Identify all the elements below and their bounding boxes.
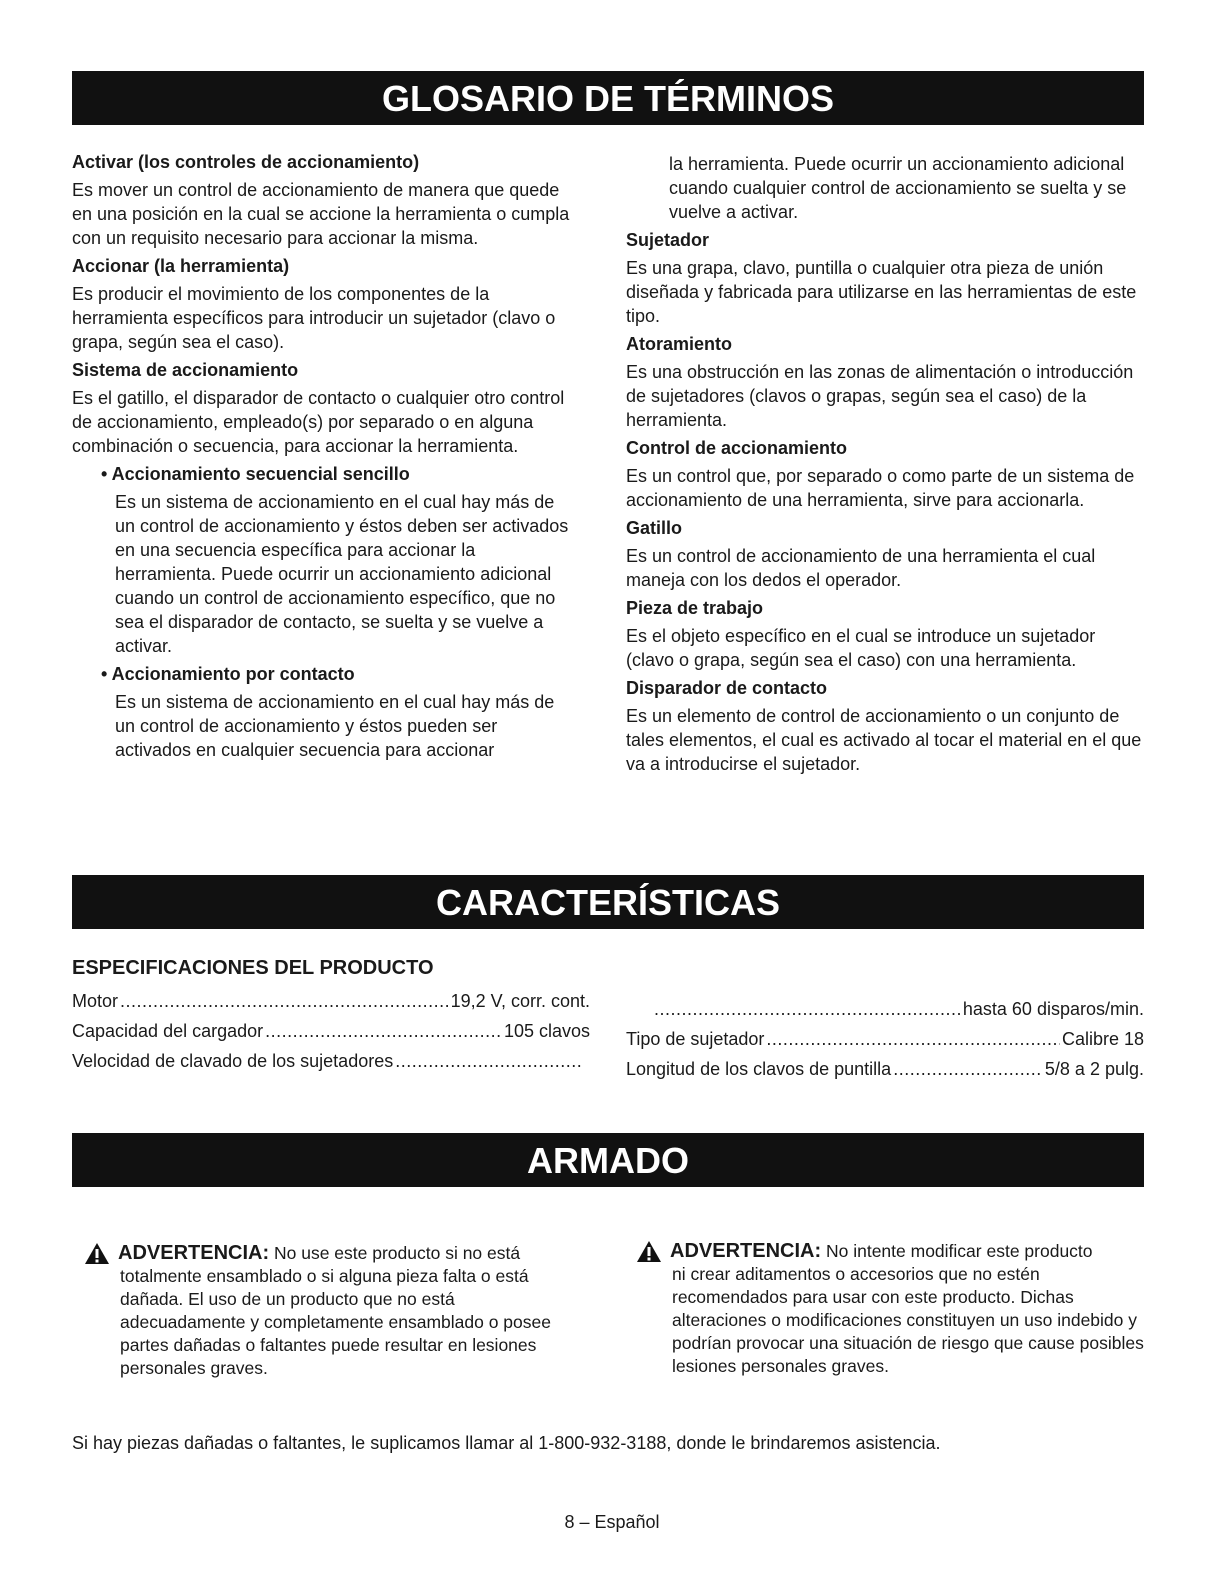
spec-row <box>626 994 1144 1024</box>
warning-body: ni crear aditamentos o accesorios que no estén recomendados para usar con este producto. Dichas alteraciones o modificaciones constituyen un uso indebido y podrían provocar una situación de riesgo que cause posibles lesiones personales graves. <box>672 1264 1144 1376</box>
term-title: Control de accionamiento <box>626 438 848 458</box>
spec-value: hasta 60 disparos/min. <box>962 999 1144 1019</box>
spec-label: Longitud de los clavos de puntilla <box>626 1059 892 1079</box>
support-note: Si hay piezas dañadas o faltantes, le suplicamos llamar al 1-800-932-3188, donde le brindaremos asistencia. <box>72 1433 941 1453</box>
term-title: Atoramiento <box>626 334 733 354</box>
term-definition: Es una grapa, clavo, puntilla o cualquier otra pieza de unión diseñada y fabricada para utilizarse en las herramientas de este tipo. <box>626 258 1137 326</box>
term-definition: Es producir el movimiento de los componentes de la herramienta específicos para introducir un sujetador (clavo o grapa, según sea el caso). <box>72 284 556 352</box>
spec-row <box>72 1046 590 1076</box>
dot-leader <box>654 994 961 1024</box>
glossary-left-column <box>72 150 572 766</box>
term-definition: Es mover un control de accionamiento de manera que quede en una posición en la cual se accione la herramienta o cumpla con un requisito necesario para accionar la misma. <box>72 180 570 248</box>
warning-body: totalmente ensamblado o si alguna pieza falta o está dañada. El uso de un producto que no está adecuadamente y completamente ensamblado o posee partes dañadas o faltantes puede resultar en lesiones personales graves. <box>120 1266 551 1378</box>
term-definition: Es un elemento de control de accionamiento o un conjunto de tales elementos, el cual es activado al tocar el material en el que va a introducirse el sujetador. <box>626 706 1142 774</box>
spec-left-column <box>72 986 590 1076</box>
glossary-right-column <box>626 152 1146 780</box>
warning-lead: No intente modificar este producto <box>821 1241 1093 1261</box>
spec-title: ESPECIFICACIONES DEL PRODUCTO <box>72 957 434 979</box>
term-title: Activar (los controles de accionamiento) <box>72 152 420 172</box>
subterm-definition: Es un sistema de accionamiento en el cual hay más de un control de accionamiento y éstos deben ser activados en una secuencia específica para accionar la herramienta. Puede ocurrir un accionamiento adicional cuando un control de accionamiento específico, que no sea el disparador de contacto, se suelta y se vuelve a activar. <box>115 492 569 656</box>
subterm-title: • Accionamiento por contacto <box>101 664 355 684</box>
spec-value: 5/8 a 2 pulg. <box>1044 1059 1144 1079</box>
glossary-banner: GLOSARIO DE TÉRMINOS <box>72 71 1144 125</box>
subterm-block <box>72 462 572 762</box>
term-title: Disparador de contacto <box>626 678 828 698</box>
warning-triangle-icon <box>84 1242 110 1265</box>
dot-leader <box>893 1054 1043 1084</box>
spec-value: 105 clavos <box>503 1021 590 1041</box>
spec-row <box>72 986 590 1016</box>
warning-header <box>84 1242 574 1265</box>
warning-lead: No use este producto si no está <box>269 1243 521 1263</box>
spec-value: 19,2 V, corr. cont. <box>450 991 590 1011</box>
term-definition: Es un control de accionamiento de una herramienta el cual maneja con los dedos el operador. <box>626 546 1096 590</box>
warning-label: ADVERTENCIA: <box>118 1242 270 1264</box>
spec-row <box>626 1024 1144 1054</box>
term-title: Sistema de accionamiento <box>72 360 299 380</box>
warning-triangle-icon <box>636 1240 662 1263</box>
spec-row <box>626 1054 1144 1084</box>
term-definition: Es una obstrucción en las zonas de alimentación o introducción de sujetadores (clavos o grapas, según sea el caso) de la herramienta. <box>626 362 1134 430</box>
warning-header <box>636 1240 1146 1263</box>
warning-right <box>636 1240 1146 1378</box>
dot-leader <box>265 1016 502 1046</box>
term-definition: Es el objeto específico en el cual se introduce un sujetador (clavo o grapa, según sea el caso) con una herramienta. <box>626 626 1096 670</box>
subterm-title: • Accionamiento secuencial sencillo <box>101 464 410 484</box>
assembly-banner: ARMADO <box>72 1133 1144 1187</box>
spec-label: Velocidad de clavado de los sujetadores <box>72 1051 394 1071</box>
term-definition: Es el gatillo, el disparador de contacto o cualquier otro control de accionamiento, empleado(s) por separado o en alguna combinación o secuencia, para accionar la herramienta. <box>72 388 565 456</box>
spec-label: Capacidad del cargador <box>72 1021 264 1041</box>
subterm-definition: Es un sistema de accionamiento en el cual hay más de un control de accionamiento y éstos pueden ser activados en cualquier secuencia para accionar <box>115 692 555 760</box>
spec-right-column <box>626 994 1144 1084</box>
warning-label: ADVERTENCIA: <box>670 1240 822 1262</box>
warning-left <box>84 1242 574 1380</box>
spec-value: Calibre 18 <box>1061 1029 1144 1049</box>
term-title: Sujetador <box>626 230 710 250</box>
spec-label: Motor <box>72 991 119 1011</box>
features-banner: CARACTERÍSTICAS <box>72 875 1144 929</box>
term-title: Gatillo <box>626 518 683 538</box>
term-title: Pieza de trabajo <box>626 598 764 618</box>
page-number: 8 – Español <box>564 1512 660 1532</box>
dot-leader <box>766 1024 1060 1054</box>
dot-leader <box>395 1046 582 1076</box>
spec-row <box>72 1016 590 1046</box>
term-definition-continued: la herramienta. Puede ocurrir un accionamiento adicional cuando cualquier control de accionamiento se suelta y se vuelve a activar. <box>669 154 1127 222</box>
spec-label: Tipo de sujetador <box>626 1029 765 1049</box>
term-title: Accionar (la herramienta) <box>72 256 290 276</box>
term-definition: Es un control que, por separado o como parte de un sistema de accionamiento de una herramienta, sirve para accionarla. <box>626 466 1135 510</box>
dot-leader <box>120 986 449 1016</box>
